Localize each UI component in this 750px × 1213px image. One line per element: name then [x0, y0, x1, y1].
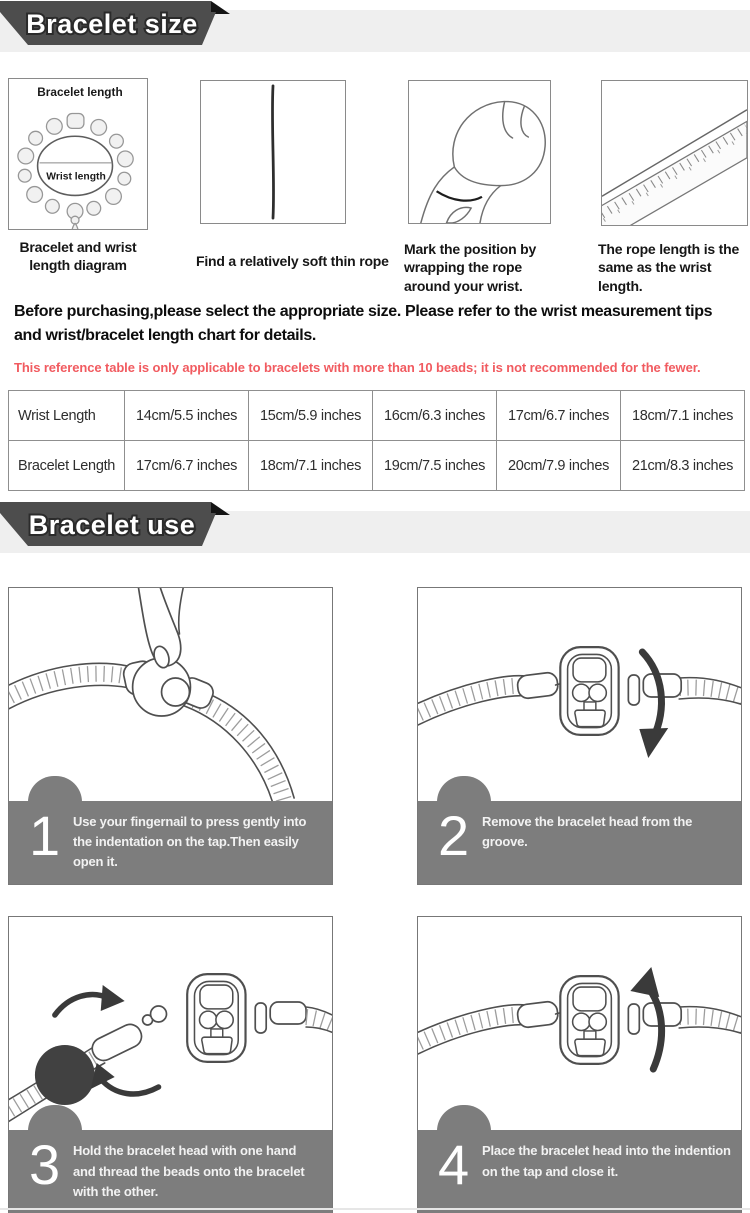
thin-rope-icon: [201, 81, 345, 223]
step-1-illustration: [9, 588, 332, 801]
step-panel-2: [417, 587, 742, 885]
table-cell: 18cm/7.1 inches: [249, 441, 373, 491]
section-title-bracelet-use: Bracelet use: [28, 510, 196, 540]
row-header-wrist-length: Wrist Length: [9, 391, 125, 441]
table-cell: 15cm/5.9 inches: [249, 391, 373, 441]
press-clasp-indentation-icon: [9, 588, 332, 801]
step-instruction: Place the bracelet head into the indention on the tap and close it.: [482, 1143, 731, 1179]
table-cell: 16cm/6.3 inches: [373, 391, 497, 441]
wrap-rope-around-wrist-icon: [409, 81, 550, 223]
ribbon-icon: [0, 501, 232, 547]
section-title-bracelet-size: Bracelet size: [26, 9, 198, 39]
table-row-bracelet: [9, 441, 745, 491]
step-2-illustration: [418, 588, 741, 801]
step-number: 1: [29, 804, 61, 867]
table-row-wrist: [9, 391, 745, 441]
use-steps-row-2: [0, 916, 750, 1213]
table-cell: 21cm/8.3 inches: [621, 441, 745, 491]
step-number: 3: [29, 1133, 61, 1197]
step-panel-1: [8, 587, 333, 885]
step-panel-4: [417, 916, 742, 1213]
step-4-illustration: [418, 917, 741, 1130]
caption-rope: Find a relatively soft thin rope: [196, 253, 389, 269]
close-bracelet-head-icon: [418, 917, 741, 1130]
table-warning-text: This reference table is only applicable to bracelets with more than 10 beads; it is not recommended for the fewer.: [14, 360, 701, 375]
ruler-box: [601, 80, 748, 226]
table-cell: 19cm/7.5 inches: [373, 441, 497, 491]
caption-wrist-wrap: Mark the position by wrapping the rope around your wrist.: [404, 241, 537, 294]
sizing-intro-text: Before purchasing,please select the appropriate size. Please refer to the wrist measurement tips and wrist/bracelet length chart for details.: [14, 303, 713, 344]
step-number: 2: [438, 804, 470, 867]
caption-ruler: The rope length is the same as the wrist length.: [598, 241, 740, 294]
bracelet-length-label: Bracelet length: [37, 84, 123, 99]
wrist-length-label: Wrist length: [46, 171, 106, 183]
step-instruction: Use your fingernail to press gently into the indentation on the tap.Then easily open it.: [73, 814, 307, 870]
remove-bracelet-head-icon: [418, 588, 741, 801]
size-chart-table: [8, 390, 745, 491]
bracelet-size-banner: [0, 0, 750, 52]
wrist-wrap-box: [408, 80, 551, 224]
step-number: 4: [438, 1133, 470, 1197]
ribbon-icon: [0, 0, 232, 46]
bracelet-length-diagram-icon: [9, 79, 147, 229]
rope-box: [200, 80, 346, 224]
ruler-icon: [602, 81, 747, 225]
step-4-caption-band: [418, 1130, 741, 1213]
step-1-caption-band: [9, 801, 332, 884]
bracelet-use-banner: [0, 501, 750, 553]
bracelet-diagram-box: [8, 78, 148, 230]
step-2-caption-band: [418, 801, 741, 884]
step-3-caption-band: [9, 1130, 332, 1213]
thread-beads-icon: [9, 917, 332, 1130]
use-steps-row-1: [0, 587, 750, 885]
step-instruction: Hold the bracelet head with one hand and thread the beads onto the bracelet with the other.: [73, 1143, 305, 1199]
bottom-divider: [0, 1208, 750, 1210]
table-cell: 20cm/7.9 inches: [497, 441, 621, 491]
table-cell: 14cm/5.5 inches: [125, 391, 249, 441]
row-header-bracelet-length: Bracelet Length: [9, 441, 125, 491]
step-3-illustration: [9, 917, 332, 1130]
table-cell: 17cm/6.7 inches: [497, 391, 621, 441]
measurement-steps-row: [0, 78, 750, 294]
step-instruction: Remove the bracelet head from the groove.: [482, 814, 693, 850]
table-cell: 18cm/7.1 inches: [621, 391, 745, 441]
caption-bracelet-diagram: Bracelet and wrist length diagram: [19, 239, 137, 274]
table-cell: 17cm/6.7 inches: [125, 441, 249, 491]
step-panel-3: [8, 916, 333, 1213]
